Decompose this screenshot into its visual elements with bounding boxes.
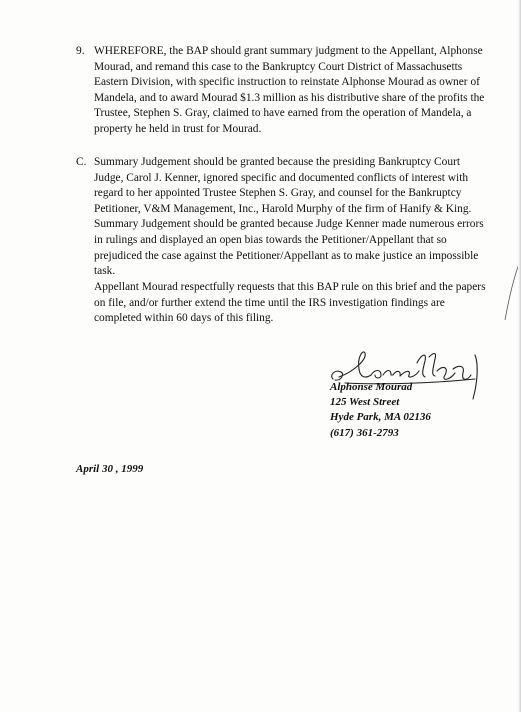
item-marker: 9. xyxy=(76,45,85,57)
signer-street: 125 West Street xyxy=(330,396,400,409)
signer-name: Alphonse Mourad xyxy=(330,381,413,393)
filing-date: April 30 , 1999 xyxy=(76,463,144,475)
item-text: WHEREFORE, the BAP should grant summary judgment to the Appellant, Alphonse Mourad, and remand this case to the Bankruptcy Court District of Massachusetts Eastern Division, with specific instruction to reinstate Alphonse Mourad as owner of Mandela, and to award Mourad $1.3 million as his distributive share of the profits the Trustee, Stephen S. Gray, claimed to have earned from the operation of Mandela, a property he held in trust for Mourad. xyxy=(94,45,485,135)
closing-paragraph: Appellant Mourad respectfully requests that this BAP rule on this brief and the papers on file, and/or further extend the time until the IRS investigation findings are completed within 60 days of this filing. xyxy=(94,281,486,325)
item-text: Summary Judgement should be granted because the presiding Bankruptcy Court Judge, Carol J. Kenner, ignored specific and documented conflicts of interest with regard to her appointed Trustee Stephen S. Gray, and counsel for the Bankruptcy Petitioner, V&M Management, Inc., Harold Murphy of the firm of Hanify & King. Summary Judgement should be granted because Judge Kenner made numerous errors in rulings and displayed an open bias towards the Petitioner/Appellant that so prejudiced the case against the Petitioner/Appellant as to make justice an impossible task. xyxy=(94,156,484,278)
signer-phone: (617) 361-2793 xyxy=(330,426,399,439)
signer-city: Hyde Park, MA 02136 xyxy=(330,411,431,424)
signature-block xyxy=(330,380,431,441)
item-marker: C. xyxy=(76,156,87,168)
